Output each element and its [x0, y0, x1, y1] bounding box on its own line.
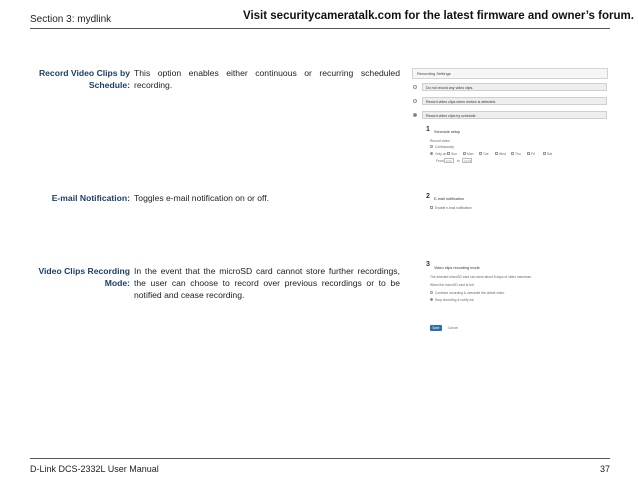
radio-stop-notify[interactable]: [430, 298, 433, 301]
term-recording-mode: [20, 265, 130, 289]
from-label: From: [436, 159, 444, 163]
overwrite-label: Continue recording & overwrite the oldest video: [435, 291, 505, 295]
day-label: Thu: [515, 152, 521, 156]
forum-banner: Visit securitycameratalk.com for the latest firmware and owner’s forum.: [243, 10, 634, 22]
step-3-number: 3: [426, 261, 430, 268]
to-time-input[interactable]: [462, 158, 472, 163]
day-label: Tue: [483, 152, 489, 156]
term-line: Record Video Clips by: [38, 68, 130, 78]
day-label: Sun: [451, 152, 457, 156]
term-email-notification: [20, 192, 130, 204]
term-line: Mode:: [104, 278, 130, 288]
option-label: Record video clips by schedule.: [426, 113, 477, 118]
day-label: Sat: [547, 152, 552, 156]
option-label: Do not record any video clips.: [426, 85, 474, 90]
from-time-input[interactable]: [444, 158, 454, 163]
recording-settings-screenshot: [410, 66, 608, 348]
day-checkbox[interactable]: [511, 152, 514, 155]
header-divider: [30, 28, 610, 29]
day-checkbox[interactable]: [543, 152, 546, 155]
step-2-number: 2: [426, 193, 430, 200]
day-checkbox[interactable]: [463, 152, 466, 155]
page-number: 37: [599, 464, 610, 474]
option-label: Record video clips when motion is detected.: [426, 99, 497, 104]
day-label: Mon: [467, 152, 474, 156]
term-line: Video Clips Recording: [38, 266, 130, 276]
only-on-label: Only on: [435, 152, 447, 156]
day-checkbox[interactable]: [479, 152, 482, 155]
day-checkbox[interactable]: [527, 152, 530, 155]
email-notification-label: Enable e-mail notification: [435, 206, 472, 210]
day-label: Wed: [499, 152, 506, 156]
continuously-label: Continuously: [435, 145, 455, 149]
desc-recording-mode: In the event that the microSD card cannot store further recordings, the user can choose to record over previous recordings or to be notified and cease recording.: [134, 266, 400, 300]
day-label: Fri: [531, 152, 535, 156]
manual-title: D-Link DCS-2332L User Manual: [30, 464, 159, 474]
option-schedule-record[interactable]: [412, 111, 608, 120]
step-3-title: Video clips recording mode: [434, 266, 480, 270]
step-2-title: E-mail notification: [434, 197, 464, 201]
panel-title: Recording Settings: [417, 71, 451, 76]
to-time-value: 23:59: [464, 159, 471, 164]
panel-title-bar: [412, 68, 608, 79]
step-1-number: 1: [426, 126, 430, 133]
desc-email-notification: Toggles e-mail notification on or off.: [134, 193, 270, 203]
option-motion-record[interactable]: [412, 97, 608, 106]
card-full-label: When the microSD card is full:: [430, 283, 475, 287]
radio-icon[interactable]: [413, 99, 417, 103]
option-bar: [422, 97, 607, 105]
storage-info: The inserted microSD card can store about 8 days of video maximum.: [430, 275, 533, 279]
radio-icon[interactable]: [413, 113, 417, 117]
record-video-label: Record video:: [430, 139, 451, 143]
footer-divider: [30, 458, 610, 459]
day-checkbox[interactable]: [447, 152, 450, 155]
step-1-title: Schedule setup: [434, 130, 461, 134]
term-line: Schedule:: [88, 80, 130, 90]
term-line: E-mail Notification:: [51, 193, 130, 203]
option-bar: [422, 83, 607, 91]
day-checkbox[interactable]: [495, 152, 498, 155]
radio-icon[interactable]: [413, 85, 417, 89]
term-record-by-schedule: [20, 67, 130, 91]
option-no-record[interactable]: [412, 83, 608, 92]
desc-record-by-schedule: This option enables either continuous or recurring scheduled recording.: [134, 68, 400, 90]
save-label: Save: [432, 325, 440, 330]
radio-continuously[interactable]: [430, 145, 433, 148]
save-button[interactable]: [430, 325, 442, 331]
cancel-button[interactable]: Cancel: [448, 326, 458, 330]
email-notification-checkbox[interactable]: [430, 206, 433, 209]
radio-overwrite[interactable]: [430, 291, 433, 294]
radio-only-on[interactable]: [430, 152, 433, 155]
from-time-value: 0:00: [446, 159, 452, 164]
option-bar: [422, 111, 607, 119]
section-label: Section 3: mydlink: [30, 14, 112, 25]
stop-notify-label: Stop recording & notify me: [435, 298, 474, 302]
to-label: to: [457, 159, 460, 163]
